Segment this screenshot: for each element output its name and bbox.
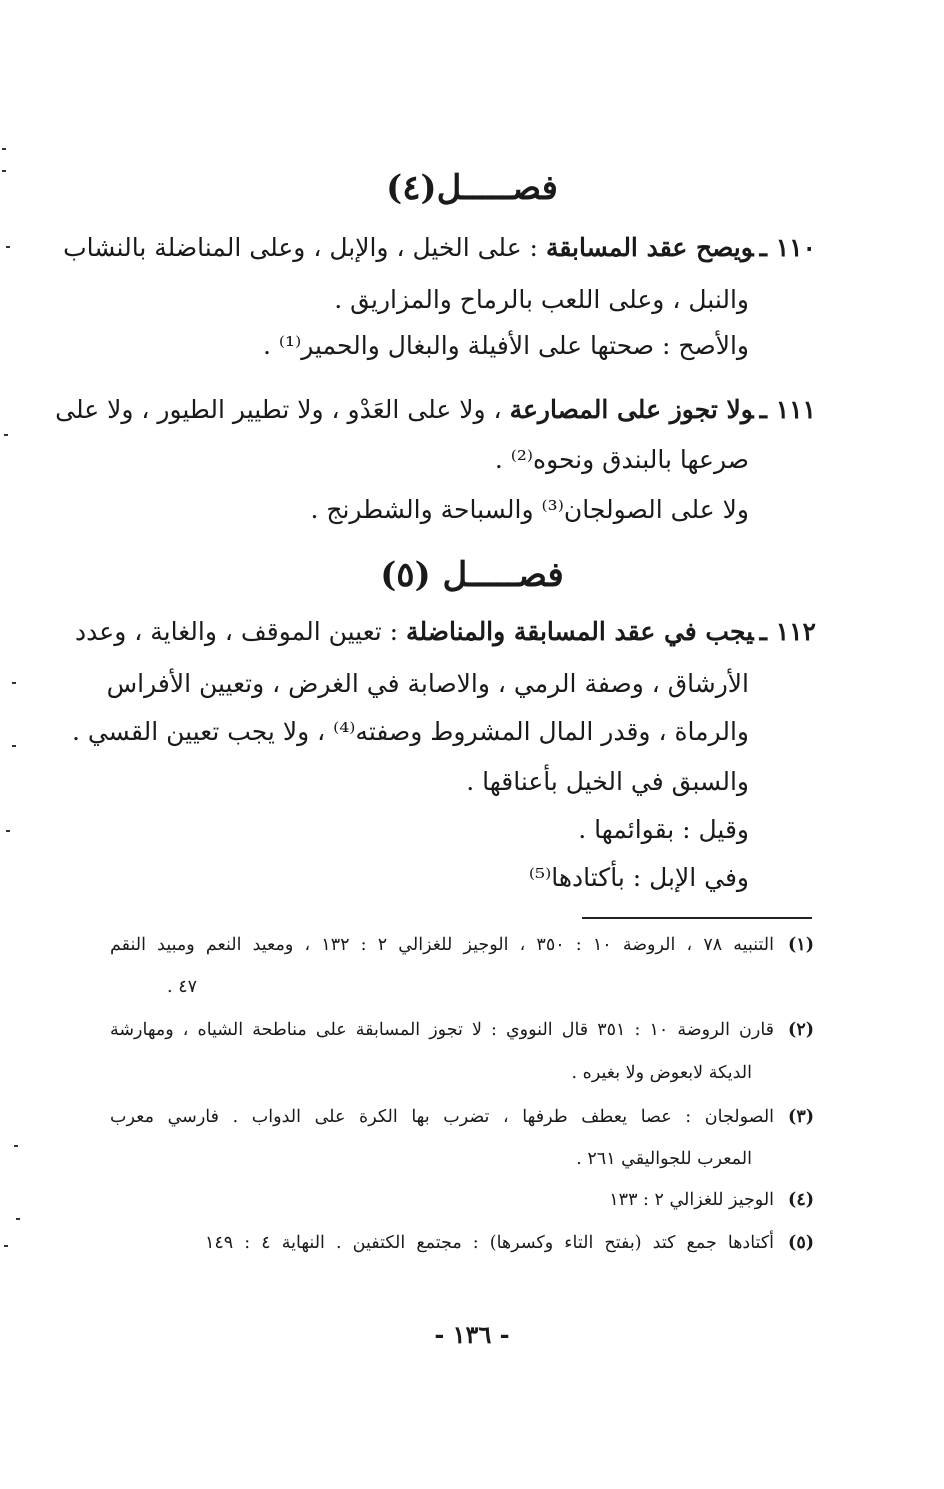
footnote-1 [110,930,814,960]
scan-speck [16,1218,20,1220]
item-lead: ويصح عقد المسابقة [545,233,754,262]
paragraph-110-line-3: والأصح : صحتها على الأفيلة والبغال والحمير⁽¹⁾ . [262,331,749,360]
footnote-5 [205,1228,814,1258]
paragraph-112-line-1 [75,612,816,652]
paragraph-112-line-5: وقيل : بقوائمها . [578,815,749,844]
paragraph-112-line-6: وفي الإبل : بأكتادها⁽⁵⁾ [528,863,749,892]
item-number: ١١٢ ـ [759,617,816,646]
footnote-divider [582,917,812,919]
scan-speck [6,246,10,248]
scan-speck [6,830,10,832]
footnote-mark: (٥) [788,1233,814,1253]
item-lead: ولا تجوز على المصارعة [509,395,754,424]
paragraph-112-line-2: الأرشاق ، وصفة الرمي ، والاصابة في الغرض ، وتعيين الأفراس [106,669,749,698]
paragraph-110-line-1 [63,228,816,268]
footnote-text: التنبيه ٧٨ ، الروضة ١٠ : ٣٥٠ ، الوجيز للغزالي ٢ : ١٣٢ ، ومعيد النعم ومبيد النقم [110,935,775,955]
paragraph-111-line-2: صرعها بالبندق ونحوه⁽²⁾ . [494,445,749,474]
paragraph-111-line-3: ولا على الصولجان⁽³⁾ والسباحة والشطرنج . [310,495,749,524]
item-number: ١١١ ـ [759,395,816,424]
paragraph-110-line-2: والنبل ، وعلى اللعب بالرماح والمزاريق . [334,285,749,314]
scan-speck [14,1145,18,1147]
footnote-text: قارن الروضة ١٠ : ٣٥١ قال النووي : لا تجوز المسابقة على مناطحة الشياه ، ومهارشة [110,1020,775,1040]
paragraph-111-line-1 [55,390,816,430]
footnote-text: الصولجان : عصا يعطف طرفها ، تضرب بها الكرة على الدواب . فارسي معرب [110,1107,775,1127]
scan-speck [12,682,16,684]
footnote-3-cont: المعرب للجواليقي ٢٦١ . [576,1149,752,1169]
item-text: : على الخيل ، والإبل ، وعلى المناضلة بالنشاب [63,233,538,262]
section-heading-4: فصـــــل(٤) [386,168,558,208]
scan-speck [2,148,6,150]
page-number: - ١٣٦ - [434,1320,510,1349]
footnote-1-cont: ٤٧ . [167,977,197,997]
item-text: : تعيين الموقف ، والغاية ، وعدد [75,617,399,646]
paragraph-112-line-4: والسبق في الخيل بأعناقها . [466,767,749,796]
footnote-3 [110,1102,814,1132]
scan-speck [4,1245,8,1247]
paragraph-112-line-3: والرماة ، وقدر المال المشروط وصفته⁽⁴⁾ ، ولا يجب تعيين القسي . [71,717,749,746]
scan-speck [12,745,16,747]
footnote-text: أكتادها جمع كتد (بفتح التاء وكسرها) : مجتمع الكتفين . النهاية ٤ : ١٤٩ [205,1233,775,1253]
item-text: ، ولا على العَدْو ، ولا تطيير الطيور ، ولا على [55,395,502,424]
item-number: ١١٠ ـ [759,233,816,262]
footnote-text: الوجيز للغزالي ٢ : ١٣٣ [609,1190,775,1210]
footnote-2 [110,1015,814,1045]
footnote-mark: (١) [788,935,814,955]
scan-speck [4,434,8,436]
item-lead: يجب في عقد المسابقة والمناضلة [406,617,754,646]
footnote-4 [110,1185,814,1215]
footnote-2-cont: الديكة لابعوض ولا بغيره . [571,1063,752,1083]
section-heading-5: فصـــــل (٥) [380,555,564,595]
footnote-mark: (٣) [788,1107,814,1127]
footnote-mark: (٤) [788,1190,814,1210]
footnote-mark: (٢) [788,1020,814,1040]
